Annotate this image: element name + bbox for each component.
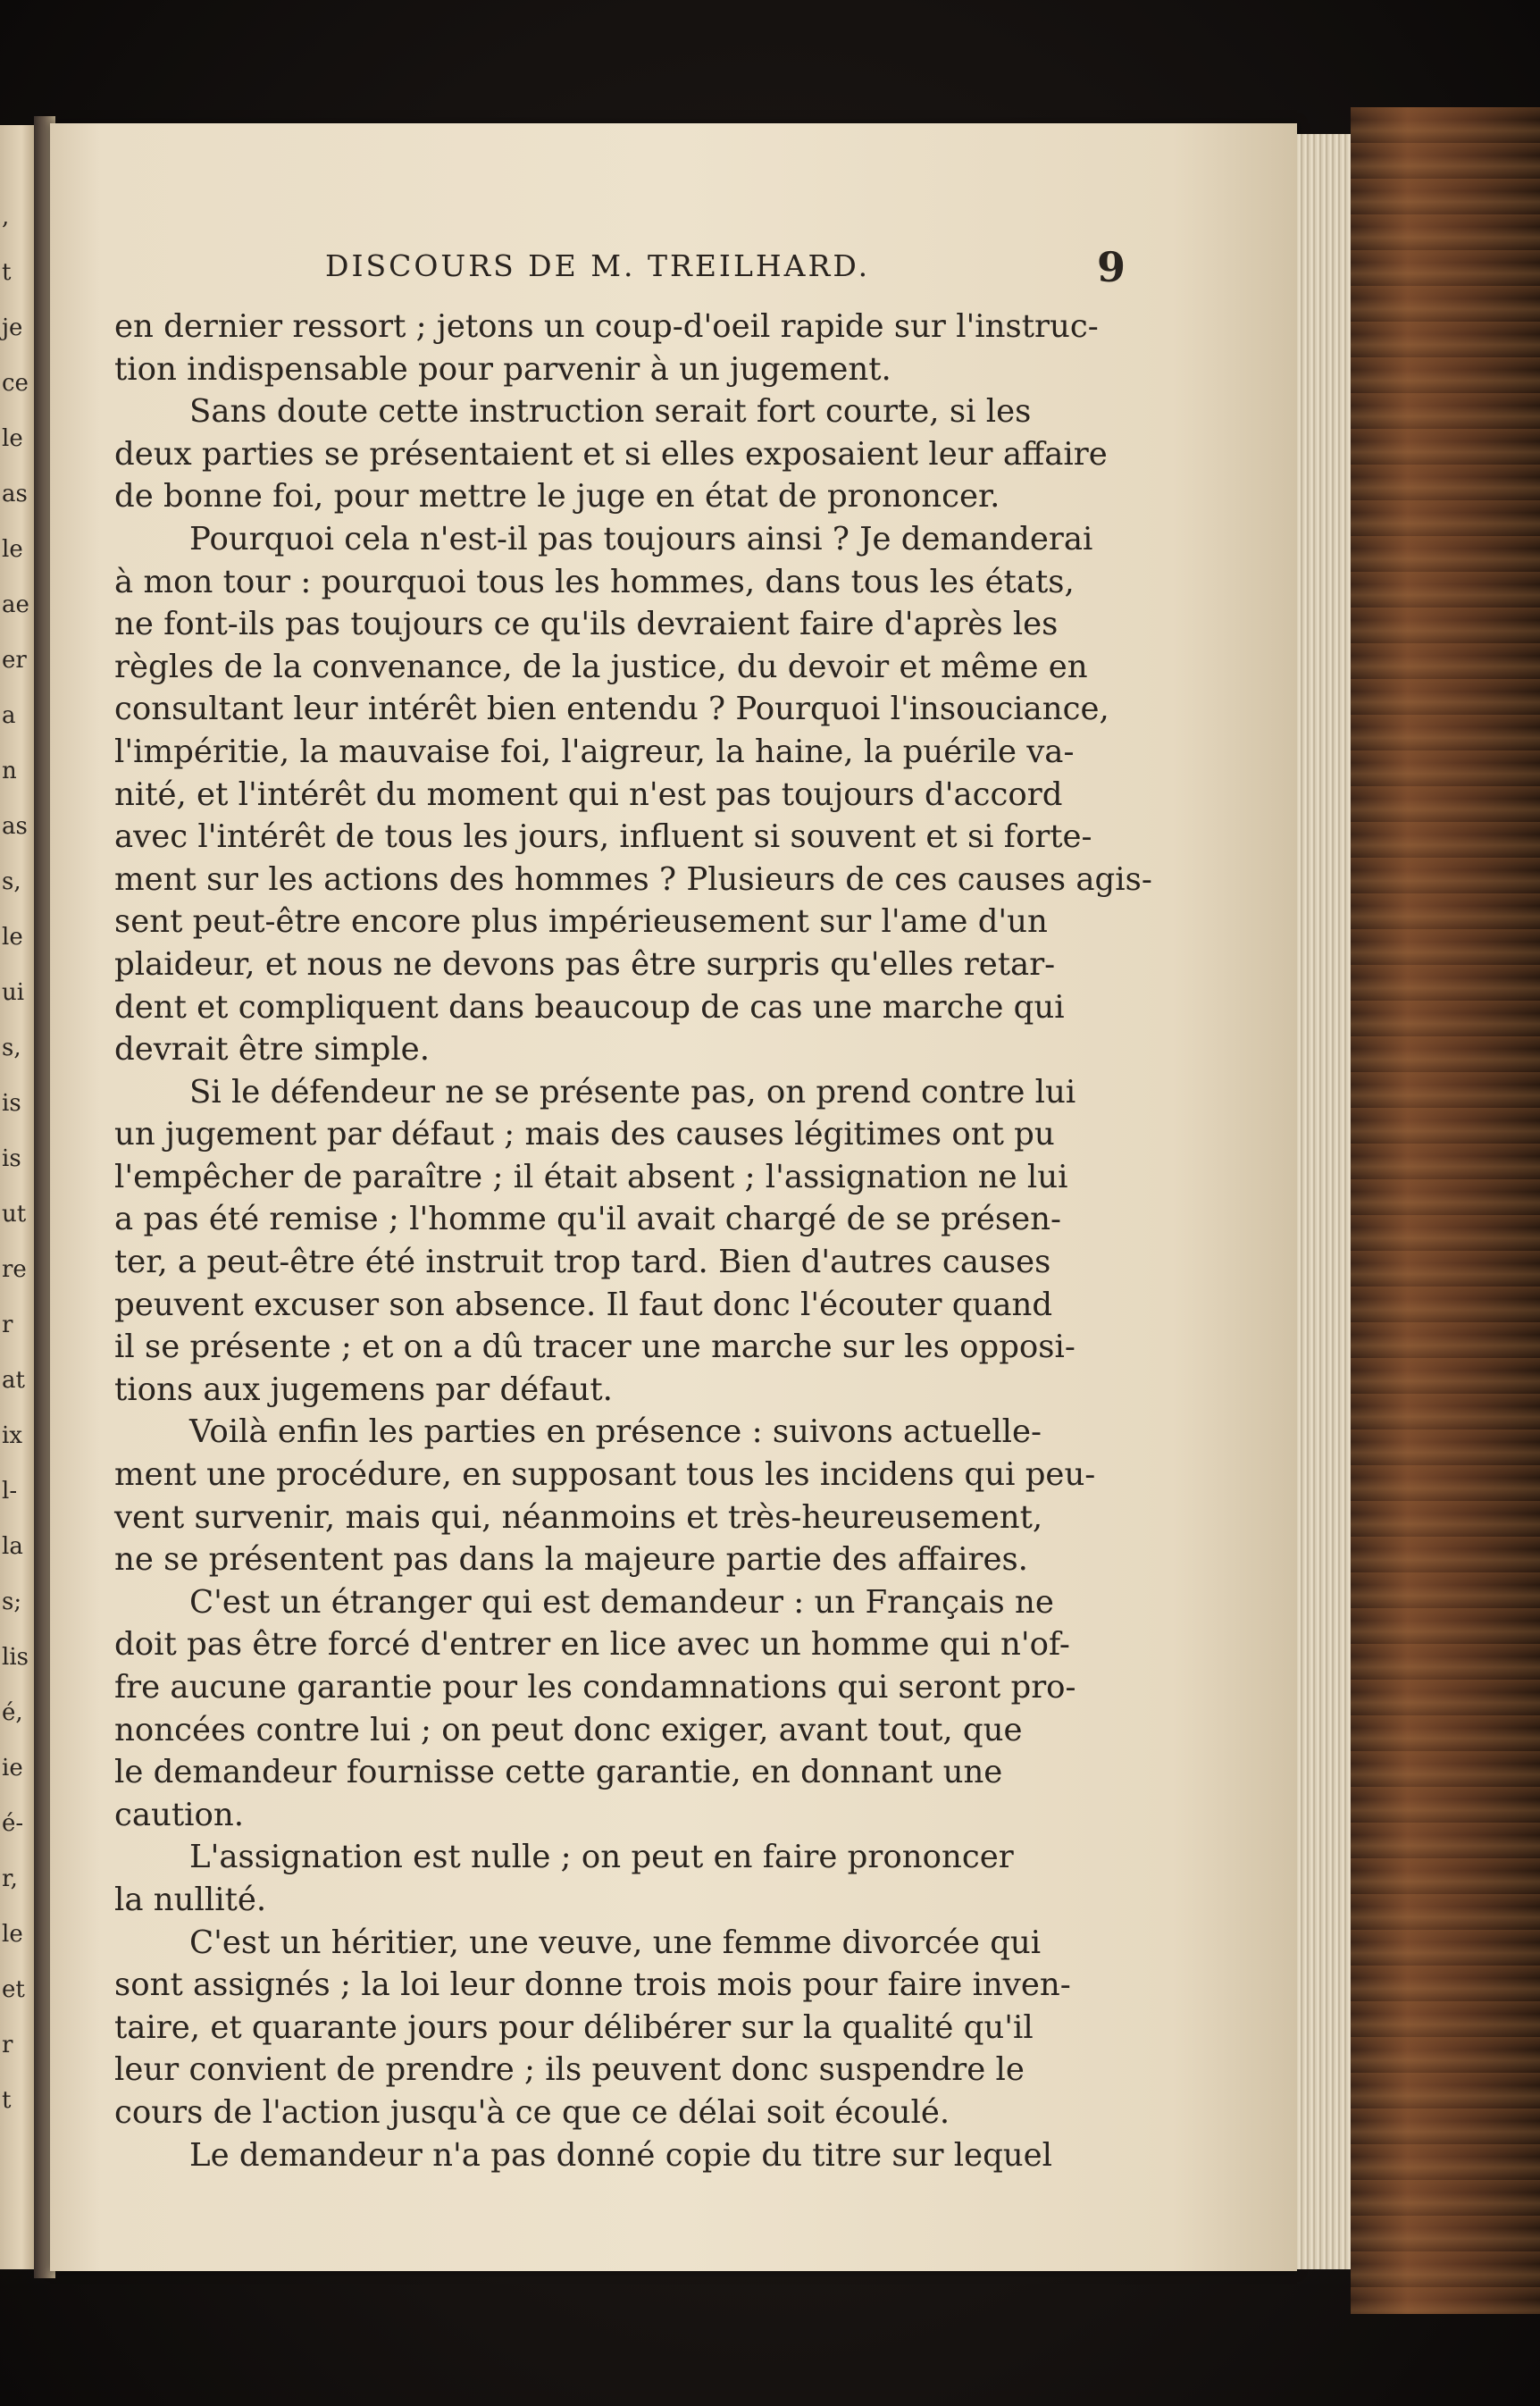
text-line: un jugement par défaut ; mais des causes légitimes ont pu — [114, 1116, 1055, 1153]
text-line: Si le défendeur ne se présente pas, on prend contre lui — [189, 1073, 1076, 1111]
facing-page-fragment: l- — [2, 1478, 18, 1505]
text-line: peuvent excuser son absence. Il faut donc l'écouter quand — [114, 1286, 1053, 1323]
facing-page-fragment: je — [2, 314, 23, 341]
left-facing-page — [0, 125, 36, 2269]
text-line: ne font-ils pas toujours ce qu'ils devraient faire d'après les — [114, 606, 1059, 643]
text-line: devrait être simple. — [114, 1031, 430, 1069]
text-line: l'impéritie, la mauvaise foi, l'aigreur, la haine, la puérile va- — [114, 733, 1075, 770]
facing-page-fragment: ui — [2, 979, 25, 1006]
text-line: doit pas être forcé d'entrer en lice avec un homme qui n'of- — [114, 1626, 1070, 1664]
facing-page-fragment: t — [2, 259, 12, 286]
text-line: consultant leur intérêt bien entendu ? Pourquoi l'insouciance, — [114, 691, 1109, 728]
text-line: tions aux jugemens par défaut. — [114, 1371, 613, 1408]
text-line: Sans doute cette instruction serait fort courte, si les — [189, 393, 1032, 431]
text-line: fre aucune garantie pour les condamnations qui seront pro- — [114, 1669, 1076, 1706]
facing-page-fragment: t — [2, 2087, 12, 2114]
text-line: de bonne foi, pour mettre le juge en état de prononcer. — [114, 478, 1000, 516]
paragraph — [114, 390, 1151, 518]
paragraph — [114, 1071, 1151, 1412]
body-text — [114, 306, 1151, 2176]
text-line: ment sur les actions des hommes ? Plusieurs de ces causes agis- — [114, 860, 1152, 898]
facing-page-fragment: ix — [2, 1422, 22, 1449]
facing-page-fragment: lis — [2, 1644, 29, 1671]
facing-page-fragment: le — [2, 425, 23, 452]
paragraph — [114, 2134, 1151, 2177]
text-line: noncées contre lui ; on peut donc exiger, avant tout, que — [114, 1711, 1023, 1748]
book-binding — [1351, 107, 1540, 2314]
facing-page-fragment: at — [2, 1367, 25, 1394]
facing-page-fragment: er — [2, 647, 27, 674]
paragraph — [114, 306, 1151, 390]
facing-page-fragment: , — [2, 204, 10, 231]
paragraph — [114, 1922, 1151, 2134]
text-line: sont assignés ; la loi leur donne trois mois pour faire inven- — [114, 1966, 1071, 2004]
facing-page-fragment: as — [2, 813, 28, 840]
page-edges — [1297, 134, 1351, 2269]
facing-page-fragment: le — [2, 1921, 23, 1948]
text-line: tion indispensable pour parvenir à un jugement. — [114, 350, 891, 388]
text-line: Le demandeur n'a pas donné copie du titre sur lequel — [189, 2136, 1053, 2174]
text-line: à mon tour : pourquoi tous les hommes, dans tous les états, — [114, 563, 1075, 600]
text-line: cours de l'action jusqu'à ce que ce délai soit écoulé. — [114, 2093, 950, 2131]
facing-page-fragment: as — [2, 481, 28, 507]
facing-page-fragment: ut — [2, 1201, 27, 1228]
facing-page-fragment: s, — [2, 868, 21, 895]
text-line: vent survenir, mais qui, néanmoins et très-heureusement, — [114, 1498, 1043, 1536]
text-line: en dernier ressort ; jetons un coup-d'oeil rapide sur l'instruc- — [114, 308, 1099, 345]
text-line: l'empêcher de paraître ; il était absent ; l'assignation ne lui — [114, 1158, 1068, 1195]
facing-page-fragment: r — [2, 2032, 13, 2058]
text-line: taire, et quarante jours pour délibérer sur la qualité qu'il — [114, 2008, 1034, 2046]
text-line: L'assignation est nulle ; on peut en faire prononcer — [189, 1839, 1014, 1876]
facing-page-fragment: r, — [2, 1865, 18, 1892]
facing-page-fragment: et — [2, 1976, 25, 2003]
book-page — [50, 123, 1297, 2271]
page-text-block — [114, 239, 1151, 2176]
text-line: Voilà enfin les parties en présence : suivons actuelle- — [189, 1413, 1042, 1451]
text-line: avec l'intérêt de tous les jours, influent si souvent et si forte- — [114, 818, 1092, 856]
paragraph — [114, 1411, 1151, 1580]
page-number: 9 — [1097, 243, 1126, 291]
running-title: DISCOURS DE M. TREILHARD. — [325, 248, 871, 283]
text-line: sent peut-être encore plus impérieusement sur l'ame d'un — [114, 903, 1048, 941]
text-line: caution. — [114, 1796, 245, 1833]
facing-page-fragment: is — [2, 1090, 21, 1117]
facing-page-fragment: le — [2, 536, 23, 563]
running-head — [114, 239, 1151, 306]
text-line: ment une procédure, en supposant tous les incidens qui peu- — [114, 1456, 1096, 1494]
text-line: il se présente ; et on a dû tracer une marche sur les opposi- — [114, 1329, 1075, 1366]
facing-page-fragment: ce — [2, 370, 29, 397]
text-line: ter, a peut-être été instruit trop tard. Bien d'autres causes — [114, 1244, 1051, 1281]
text-line: le demandeur fournisse cette garantie, en donnant une — [114, 1754, 1003, 1791]
text-line: C'est un héritier, une veuve, une femme divorcée qui — [189, 1924, 1042, 1961]
facing-page-fragment: le — [2, 924, 23, 951]
paragraph — [114, 518, 1151, 1071]
text-line: règles de la convenance, de la justice, du devoir et même en — [114, 648, 1088, 685]
text-line: plaideur, et nous ne devons pas être surpris qu'elles retar- — [114, 945, 1056, 983]
facing-page-fragment: n — [2, 758, 17, 784]
text-line: Pourquoi cela n'est-il pas toujours ainsi ? Je demanderai — [189, 520, 1093, 557]
text-line: a pas été remise ; l'homme qu'il avait chargé de se présen- — [114, 1201, 1061, 1238]
paragraph — [114, 1836, 1151, 1921]
facing-page-fragment: is — [2, 1145, 21, 1172]
facing-page-fragment: é, — [2, 1699, 23, 1726]
facing-page-fragment: é- — [2, 1810, 24, 1837]
facing-page-fragment: re — [2, 1256, 27, 1283]
facing-page-fragment: a — [2, 702, 16, 729]
text-line: deux parties se présentaient et si elles exposaient leur affaire — [114, 435, 1108, 473]
facing-page-fragment: ie — [2, 1755, 23, 1781]
text-line: la nullité. — [114, 1881, 267, 1918]
facing-page-fragment: s; — [2, 1589, 22, 1615]
facing-page-fragment: s, — [2, 1035, 21, 1061]
text-line: ne se présentent pas dans la majeure partie des affaires. — [114, 1541, 1028, 1579]
text-line: C'est un étranger qui est demandeur : un Français ne — [189, 1583, 1054, 1621]
text-line: nité, et l'intérêt du moment qui n'est pas toujours d'accord — [114, 775, 1063, 813]
text-line: leur convient de prendre ; ils peuvent donc suspendre le — [114, 2051, 1025, 2089]
paragraph — [114, 1581, 1151, 1837]
facing-page-fragment: r — [2, 1312, 13, 1338]
text-line: dent et compliquent dans beaucoup de cas une marche qui — [114, 988, 1065, 1026]
facing-page-fragment: la — [2, 1533, 23, 1560]
facing-page-fragment: ae — [2, 591, 29, 618]
